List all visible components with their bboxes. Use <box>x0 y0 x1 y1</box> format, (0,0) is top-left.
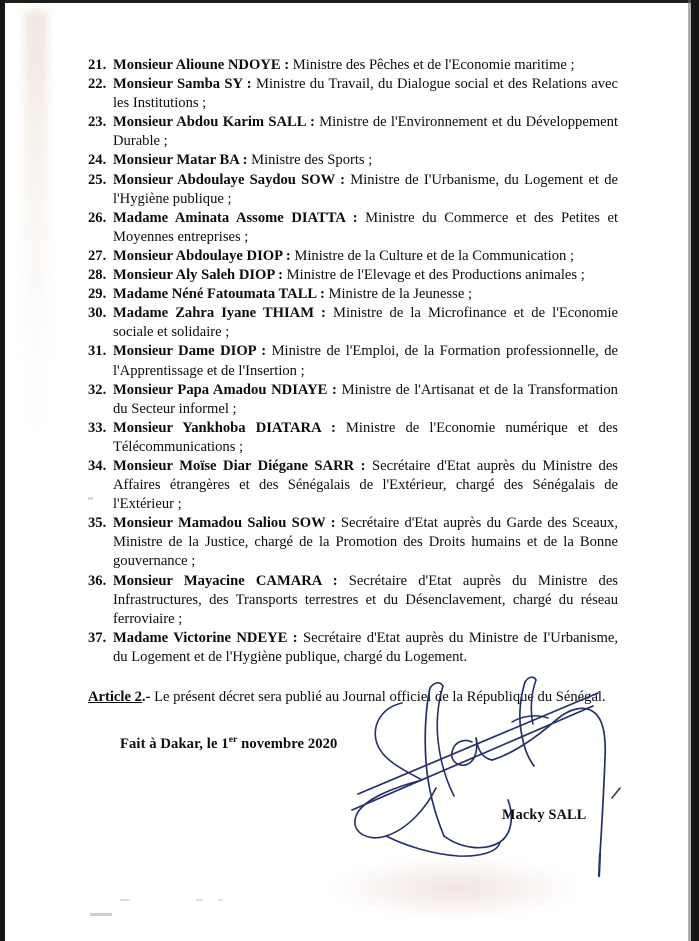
list-item-number: 22. <box>88 76 107 93</box>
list-item-role: Ministre du Commerce et des Petites et Moyennes entreprises ; <box>113 209 618 245</box>
list-item-role: Ministre de la Culture et de la Communication ; <box>290 247 575 264</box>
list-item-name: Monsieur Abdoulaye DIOP : <box>113 247 291 264</box>
list-item <box>88 285 618 304</box>
list-item-number: 23. <box>88 114 107 131</box>
list-item-number: 25. <box>88 171 107 188</box>
list-item-number: 36. <box>88 572 107 589</box>
handwritten-signature <box>350 676 650 886</box>
scan-edge-top <box>0 0 699 3</box>
article-label: Article 2 <box>88 689 142 705</box>
list-item-role: Ministre de I'Urbanisme, du Logement et de l'Hygiène publique ; <box>113 171 618 207</box>
list-item-role: Ministre de l'Environnement et du Développement Durable ; <box>113 114 618 150</box>
list-item-name: Monsieur Dame DIOP : <box>113 343 267 360</box>
list-item-number: 28. <box>88 267 107 284</box>
list-item <box>88 419 618 457</box>
scan-speck <box>218 899 223 901</box>
list-item <box>88 247 618 266</box>
list-item-role: Ministre de l'Economie numérique et des Télécommunications ; <box>113 419 618 455</box>
list-item-role: Ministre de l'Artisanat et de la Transformation du Secteur informel ; <box>113 381 618 417</box>
list-item-name: Monsieur Matar BA : <box>113 152 248 169</box>
list-item-role: Ministre du Travail, du Dialogue social et des Relations avec les Institutions ; <box>113 76 618 112</box>
list-item-name: Monsieur Mamadou Saliou SOW : <box>113 515 336 532</box>
list-item-number: 21. <box>88 57 107 73</box>
list-item <box>88 171 618 209</box>
list-item <box>88 75 618 113</box>
signer-name: Macky SALL <box>502 807 587 823</box>
list-item <box>88 381 618 419</box>
scan-speck <box>90 913 112 916</box>
scan-stain-left <box>24 10 48 440</box>
list-item-name: Monsieur Abdoulaye Saydou SOW : <box>113 171 345 188</box>
list-item <box>88 342 618 380</box>
list-item-name: Monsieur Abdou Karim SALL : <box>113 114 315 131</box>
list-item-role: Ministre de l'Elevage et des Productions animales ; <box>283 267 585 284</box>
list-item-name: Madame Aminata Assome DIATTA : <box>113 209 358 226</box>
list-item-name: Madame Victorine NDEYE : <box>113 629 298 646</box>
list-item-role: Ministre des Sports ; <box>247 152 373 169</box>
scan-edge-right <box>691 0 699 941</box>
list-item-name: Madame Néné Fatoumata TALL : <box>113 286 325 303</box>
list-item-number: 27. <box>88 247 107 264</box>
scan-speck <box>120 899 130 901</box>
list-item <box>88 629 618 667</box>
dateline-ordinal: er <box>228 734 238 746</box>
list-item-name: Monsieur Mayacine CAMARA : <box>113 572 338 589</box>
dateline-prefix: Fait à Dakar, le 1 <box>120 736 229 752</box>
list-item-number: 37. <box>88 629 107 646</box>
list-item <box>88 151 618 170</box>
list-item <box>88 113 618 151</box>
list-item-name: Monsieur Yankhoba DIATARA : <box>113 419 336 436</box>
list-item-number: 34. <box>88 457 107 474</box>
list-item-number: 33. <box>88 419 107 436</box>
signature-block <box>350 676 650 886</box>
article-dash: .- <box>141 689 155 705</box>
list-item <box>88 514 618 571</box>
list-item-number: 26. <box>88 209 107 226</box>
article-text: Le présent décret sera publié au Journal officiel de la République du Sénégal. <box>154 689 606 705</box>
minister-appointment-list <box>88 56 618 667</box>
list-item <box>88 572 618 629</box>
scan-speck <box>196 899 203 901</box>
document-body <box>88 56 618 768</box>
list-item-name: Monsieur Samba SY : <box>113 76 252 93</box>
list-item-role: Secrétaire d'Etat auprès du Ministre des Infrastructures, des Transports terrestres et du Désenclavement, chargé du réseau ferroviaire ; <box>113 572 618 627</box>
list-item-role: Secrétaire d'Etat auprès du Ministre de I'Urbanisme, du Logement et de l'Hygiène publique, chargé du Logement. <box>113 629 618 665</box>
list-item-name: Monsieur Aly Saleh DIOP : <box>113 267 284 284</box>
list-item-role: Ministre de l'Emploi, de la Formation professionnelle, de l'Apprentissage et de l'Insertion ; <box>113 343 618 379</box>
list-item <box>88 56 618 75</box>
list-item-number: 29. <box>88 286 107 303</box>
list-item <box>88 304 618 342</box>
scan-edge-left <box>0 0 5 941</box>
list-item-role: Secrétaire d'Etat auprès du Ministre des Affaires étrangères et des Sénégalais de l'Extérieur, chargé des Sénégalais de l'Extérieur ; <box>113 457 618 513</box>
list-item <box>88 266 618 285</box>
list-item-number: 31. <box>88 343 107 360</box>
list-item-number: 30. <box>88 305 107 322</box>
list-item-name: Madame Zahra Iyane THIAM : <box>113 305 326 322</box>
list-item-role: Ministre de la Jeunesse ; <box>324 286 472 303</box>
list-item-name: Monsieur Papa Amadou NDIAYE : <box>113 381 337 398</box>
list-item-number: 24. <box>88 152 107 169</box>
list-item-number: 32. <box>88 381 107 398</box>
list-item-name: Monsieur Alioune NDOYE : <box>113 57 290 73</box>
list-item <box>88 209 618 247</box>
list-item-role: Ministre de la Microfinance et de l'Economie sociale et solidaire ; <box>113 305 618 341</box>
list-item-name: Monsieur Moïse Diar Diégane SARR : <box>113 457 366 474</box>
list-item-number: 35. <box>88 515 107 532</box>
list-item <box>88 457 618 514</box>
list-item-role: Ministre des Pêches et de l'Economie maritime ; <box>289 57 575 73</box>
dateline-suffix: novembre 2020 <box>237 736 338 752</box>
list-item-role: Secrétaire d'Etat auprès du Garde des Sceaux, Ministre de la Justice, chargé de la Promotion des Droits humains et de la Bonne gouvernance ; <box>113 515 618 570</box>
